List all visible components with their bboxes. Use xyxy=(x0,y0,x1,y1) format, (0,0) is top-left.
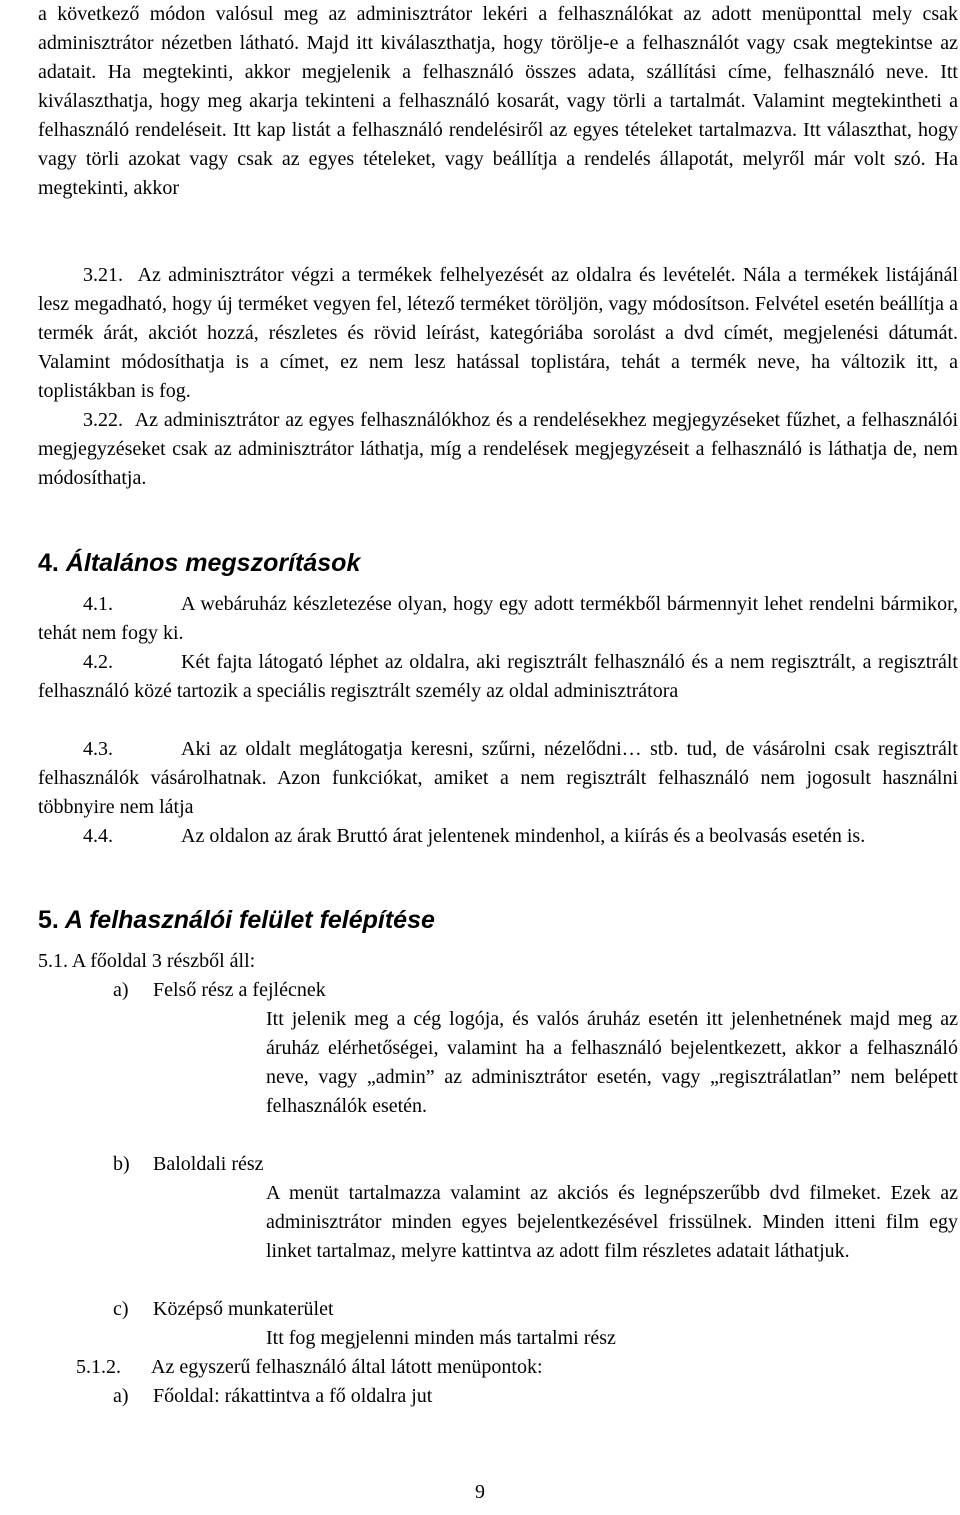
paragraph-5-1-2: 5.1.2. Az egyszerű felhasználó által látott menüpontok: xyxy=(76,1356,543,1378)
page-number: 9 xyxy=(475,1481,485,1503)
part-item-c-body: Itt fog megjelenni minden más tartalmi rész xyxy=(266,1327,616,1349)
paragraph-text: Az adminisztrátor végzi a termékek felhelyezését az oldalra és levételét. Nála a termékek listájánál lesz megadható, hogy új terméket vegyen fel, létező terméket töröljön, vagy módosítson. Felvétel esetén beállítja a termék árát, akciót hozzá, részletes és rövid leírást, kategóriába sorolást a dvd címét, megjelenési dátumát. Valamint módosíthatja is a címet, ez nem lesz hatással toplistára, tehát a termék neve, ha változik itt, a toplistákban is fog. xyxy=(38,264,959,402)
part-item-a-body: Itt jelenik meg a cég logója, és valós áruház esetén itt jelenhetnének majd meg az áruház elérhetőségei, valamint ha a felhasználó bejelentkezett, akkor a felhasználó neve, vagy „admin” az adminisztrátor esetén, vagy „regisztrálatlan” nem belépett felhasználók esetén. xyxy=(266,1008,958,1117)
section-4-item: 4.4. Az oldalon az árak Bruttó árat jelentenek mindenhol, a kiírás és a beolvasás esetén is. xyxy=(83,825,866,847)
paragraph-5-1: 5.1. A főoldal 3 részből áll: xyxy=(38,950,256,972)
section-4-heading: 4. Általános megszorítások xyxy=(38,549,361,577)
paragraph-text: Az adminisztrátor az egyes felhasználókhoz és a rendelésekhez megjegyzéseket fűzhet, a felhasználói megjegyzéseket csak az adminisztrátor láthatja, míg a rendelések megjegyzéseit a felhasználó is láthatja de, nem módosíthatja. xyxy=(38,409,958,489)
intro-paragraph: a következő módon valósul meg az adminisztrátor lekéri a felhasználókat az adott menüponttal mely csak adminisztrátor nézetben látható. Majd itt kiválaszthatja, hogy törölje-e a felhasználót vagy csak megtekintse az adatait. Ha megtekinti, akkor megjelenik a felhasználó összes adata, szállítási címe, felhasználó neve. Itt kiválaszthatja, hogy meg akarja tekinteni a felhasználó kosarát, vagy törli a tartalmát. Valamint megtekintheti a felhasználó rendeléseit. Itt kap listát a felhasználó rendelésiről az egyes tételeket tartalmazva. Itt választhat, hogy vagy törli azokat vagy csak az egyes tételeket, vagy beállítja a rendelés állapotát, melyről már volt szó. Ha megtekinti, akkor xyxy=(38,3,958,199)
paragraph-number: 3.22. xyxy=(83,409,123,431)
paragraph-number: 3.21. xyxy=(83,264,123,286)
part-item-b: b) Baloldali rész xyxy=(113,1153,264,1175)
section-5-heading: 5. A felhasználói felület felépítése xyxy=(38,906,435,934)
menu-item-a: a) Főoldal: rákattintva a fő oldalra jut xyxy=(113,1385,433,1407)
part-item-c: c) Középső munkaterület xyxy=(113,1298,334,1320)
part-item-a: a) Felső rész a fejlécnek xyxy=(113,979,326,1001)
section-4-item: 4.1. A webáruház készletezése olyan, hogy egy adott termékből bármennyit lehet rendelni bármikor, tehát nem fogy ki. xyxy=(38,593,958,644)
part-item-b-body: A menüt tartalmazza valamint az akciós és legnépszerűbb dvd filmeket. Ezek az adminisztrátor minden egyes bejelentkezésével frissülnek. Minden itteni film egy linket tartalmaz, melyre kattintva az adott film részletes adatait láthatjuk. xyxy=(266,1182,958,1262)
section-4-item: 4.2. Két fajta látogató léphet az oldalra, aki regisztrált felhasználó és a nem regisztrált, a regisztrált felhasználó közé tartozik a speciális regisztrált személy az oldal adminisztrátora xyxy=(38,651,958,702)
paragraph-3-21 xyxy=(38,261,958,406)
section-4-item: 4.3. Aki az oldalt meglátogatja keresni, szűrni, nézelődni… stb. tud, de vásárolni csak regisztrált felhasználók vásárolhatnak. Azon funkciókat, amiket a nem regisztrált felhasználó nem jogosult használni többnyire nem látja xyxy=(38,738,958,818)
paragraph-3-22 xyxy=(38,406,958,493)
